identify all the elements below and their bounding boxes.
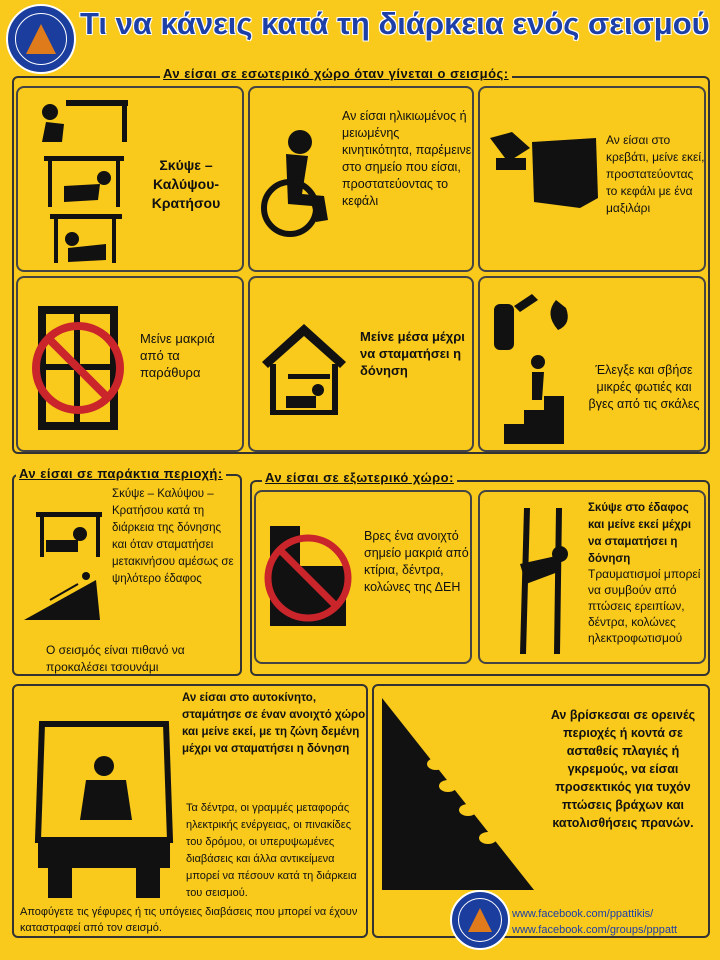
indoor-section-label: Αν είσαι σε εσωτερικό χώρο όταν γίνεται ο σεισμός: bbox=[160, 66, 512, 81]
card-drop-ground bbox=[478, 490, 706, 664]
card-stay-inside bbox=[248, 276, 474, 452]
card-text: Μείνε μακριά από τα παράθυρα bbox=[140, 331, 215, 380]
house-shelter-icon bbox=[254, 318, 354, 418]
card-windows bbox=[16, 276, 244, 452]
car-driver-icon bbox=[34, 710, 174, 906]
coastal-section-label: Αν είσαι σε παράκτια περιοχή: bbox=[16, 466, 226, 481]
fire-extinguisher-stairs-icon bbox=[486, 284, 596, 448]
facebook-link-page[interactable]: www.facebook.com/ppattikis/ bbox=[512, 908, 654, 920]
car-footer: Αποφύγετε τις γέφυρες ή τις υπόγειες διαβάσεις που μπορεί να έχουν καταστραφεί από τον σεισμό. bbox=[20, 906, 358, 934]
card-bed bbox=[478, 86, 706, 272]
card-drop-cover-hold bbox=[16, 86, 244, 272]
civil-protection-logo-footer bbox=[450, 890, 510, 950]
card-fire bbox=[478, 276, 706, 452]
outdoor-section-label: Αν είσαι σε εξωτερικό χώρο: bbox=[262, 470, 457, 485]
drop-cover-hold-icon bbox=[28, 94, 128, 270]
card-note: Τραυματισμοί μπορεί να συμβούν από πτώσεις ερειπίων, δέντρα, κολώνες ηλεκτροφωτισμού bbox=[588, 567, 701, 645]
card-text: Σκύψε – Καλύψου- Κρατήσου bbox=[151, 157, 221, 211]
card-text: Αν είσαι στο κρεβάτι, μείνε εκεί, προστατεύοντας το κεφάλι με ένα μαξιλάρι bbox=[606, 133, 705, 215]
coastal-note: Ο σεισμός είναι πιθανό να προκαλέσει τσουνάμι bbox=[46, 643, 185, 674]
coastal-text: Σκύψε – Καλύψου – Κρατήσου κατά τη διάρκεια της δόνησης και όταν σταματήσει μετακινήσου αμέσως σε ψηλότερο έδαφος bbox=[112, 488, 234, 585]
no-buildings-icon bbox=[260, 516, 360, 632]
card-text: Έλεγξε και σβήσε μικρές φωτιές και βγες από τις σκάλες bbox=[588, 363, 700, 411]
rockfall-slope-icon bbox=[378, 694, 538, 894]
bed-pillow-icon bbox=[484, 128, 604, 228]
drop-to-ground-icon bbox=[500, 506, 576, 656]
wheelchair-user-icon bbox=[256, 124, 340, 244]
card-title: Σκύψε στο έδαφος και μείνε εκεί μέχρι να σταματήσει η δόνηση bbox=[588, 502, 692, 565]
civil-protection-logo bbox=[6, 4, 76, 74]
car-title: Αν είσαι στο αυτοκίνητο, σταμάτησε σε έναν ανοιχτό χώρο και μείνε εκεί, με τη ζώνη δεμένη μέχρι να σταματήσει η δόνηση bbox=[182, 692, 366, 755]
card-text: Αν είσαι ηλικιωμένος ή μειωμένης κινητικότητα, παρέμεινε στο σημείο που είσαι, προστατεύοντας το κεφάλι bbox=[342, 109, 472, 208]
car-note: Τα δέντρα, οι γραμμές μεταφοράς ηλεκτρικής ενέργειας, οι πινακίδες του δρόμου, οι υπερυψωμένες διαβάσεις και άλλα αντικείμενα μπορεί να πέσουν κατά τη διάρκεια του σεισμού. bbox=[186, 802, 357, 899]
mountain-text: Αν βρίσκεσαι σε ορεινές περιοχές ή κοντά σε ασταθείς πλαγιές ή γκρεμούς, να είσαι προσεκτικός για τυχόν πτώσεις βράχων και κατολισθήσεις πρανών. bbox=[550, 708, 696, 830]
tsunami-higher-ground-icon bbox=[20, 496, 110, 626]
facebook-link-group[interactable]: www.facebook.com/groups/pppatt bbox=[512, 924, 678, 936]
card-open-area bbox=[254, 490, 472, 664]
card-text: Μείνε μέσα μέχρι να σταματήσει η δόνηση bbox=[360, 329, 465, 378]
card-elderly bbox=[248, 86, 474, 272]
card-text: Βρες ένα ανοιχτό σημείο μακριά από κτίρια, δέντρα, κολώνες της ΔΕΗ bbox=[364, 529, 469, 594]
no-windows-icon bbox=[24, 298, 134, 438]
page-title: Τι να κάνεις κατά τη διάρκεια ενός σεισμού bbox=[80, 6, 710, 41]
